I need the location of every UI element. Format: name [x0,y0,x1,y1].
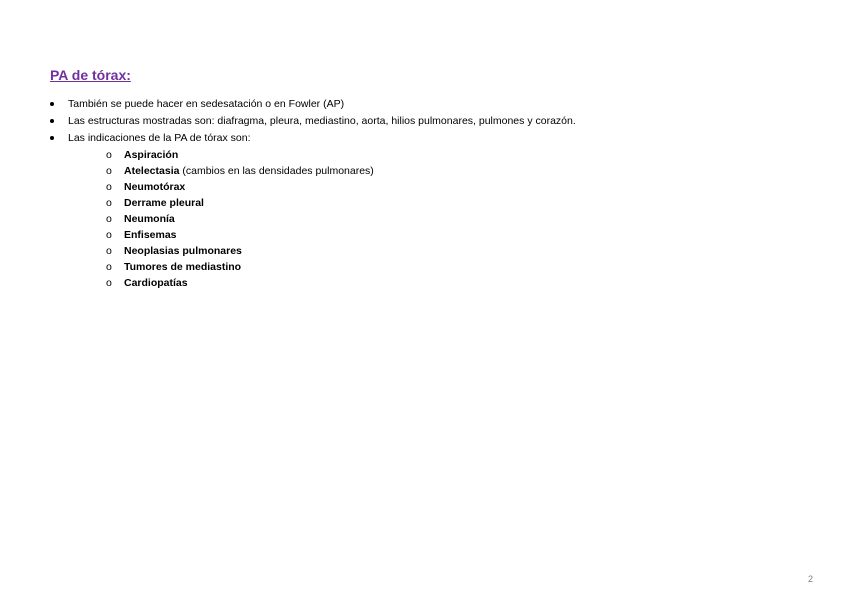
sub-bullet-marker: o [106,277,112,289]
indication-item [106,227,576,243]
indication-item [106,243,576,259]
section-heading: PA de tórax: [50,67,131,83]
indication-item [106,211,576,227]
bullet-item [48,96,576,113]
indication-term: Enfisemas [124,229,177,241]
indication-item [106,147,576,163]
sub-bullet-marker: o [106,229,112,241]
indication-item [106,259,576,275]
indication-term: Cardiopatías [124,277,188,289]
sub-bullet-marker: o [106,245,112,257]
indication-term: Neoplasias pulmonares [124,245,242,257]
bullet-text: Las indicaciones de la PA de tórax son: [68,132,251,144]
bullet-list [48,96,576,291]
indication-term: Atelectasia [124,165,180,177]
indications-list [68,147,576,291]
sub-bullet-marker: o [106,181,112,193]
bullet-item [48,130,576,291]
bullet-text: También se puede hacer en sedesatación o en Fowler (AP) [68,98,345,110]
sub-bullet-marker: o [106,197,112,209]
indication-item [106,163,576,179]
sub-bullet-marker: o [106,261,112,273]
indication-term: Aspiración [124,149,179,161]
page-number: 2 [807,574,813,584]
bullet-text: Las estructuras mostradas son: diafragma, pleura, mediastino, aorta, hilios pulmonares, pulmones y corazón. [68,115,576,127]
sub-bullet-marker: o [106,165,112,177]
sub-bullet-marker: o [106,149,112,161]
indication-term: Neumonía [124,213,175,225]
indication-item [106,195,576,211]
indication-note: (cambios en las densidades pulmonares) [179,165,374,177]
indication-term: Derrame pleural [124,197,204,209]
indication-item [106,179,576,195]
sub-bullet-marker: o [106,213,112,225]
indication-item [106,275,576,291]
bullet-item [48,113,576,130]
indication-term: Neumotórax [124,181,186,193]
indication-term: Tumores de mediastino [124,261,242,273]
